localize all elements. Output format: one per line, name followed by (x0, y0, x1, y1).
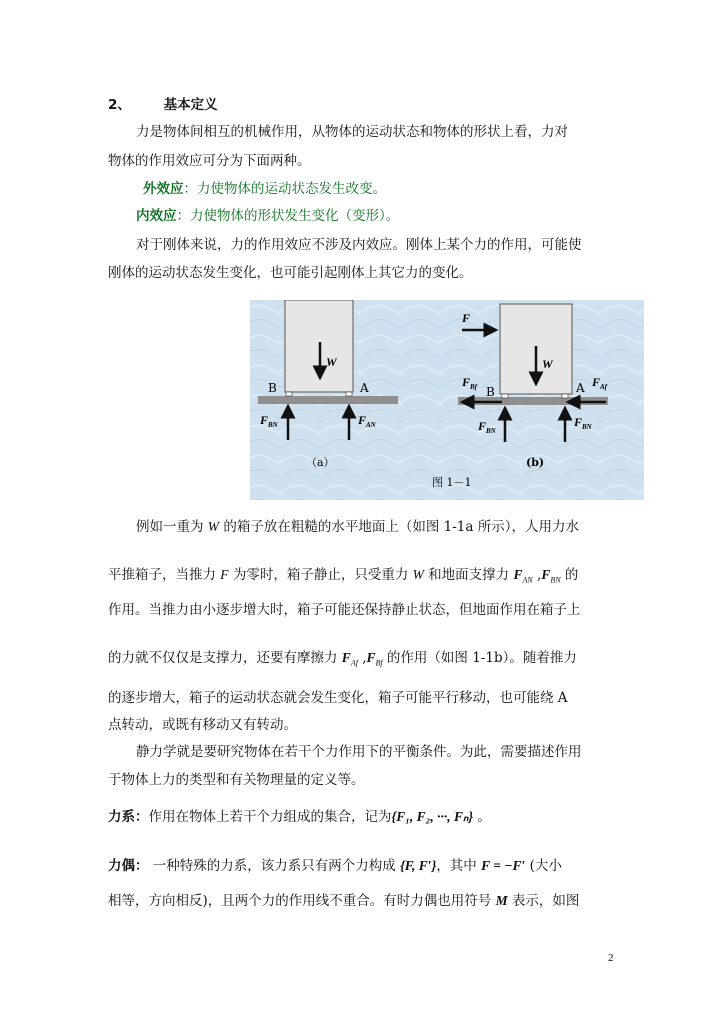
faf-label: $F_{Af}$ (592, 375, 608, 391)
point-a-label-b: A (576, 381, 585, 395)
couple-term: 力偶： (108, 858, 149, 874)
para1-line1: 力是物体间相互的机械作用，从物体的运动状态和物体的形状上看，力对 (136, 124, 568, 140)
para3-line6: 点转动，或既有移动又有转动。 (108, 717, 297, 733)
fan-label-b: $F_{BN}$ (574, 415, 592, 431)
fbf-label: $F_{Bf}$ (462, 375, 478, 391)
para2-line1: 对于刚体来说，力的作用效应不涉及内效应。刚体上某个力的作用，可能使 (136, 237, 582, 253)
external-effect-term: 外效应 (143, 181, 184, 197)
para4-line2: 于物体上力的类型和有关物理量的定义等。 (108, 772, 365, 788)
ground-a (258, 396, 398, 404)
figure-caption: 图 1－1 (432, 476, 472, 489)
internal-effect-term: 内效应 (136, 208, 177, 224)
fbn-label-a: $F_{BN}$ (260, 413, 278, 429)
couple-def-line1: 力偶： 一种特殊的力系，该力系只有两个力构成 {F, F′}，其中 F = −F′ (大小 (108, 858, 562, 874)
force-system-term: 力系： (108, 809, 149, 825)
fan-label-a: $F_{AN}$ (358, 413, 376, 429)
para2-line2: 刚体的运动状态发生变化，也可能引起刚体上其它力的变化。 (108, 265, 473, 281)
weight-label-b: W (542, 357, 553, 371)
figure-1-1 (250, 300, 644, 500)
section-heading (108, 96, 218, 114)
page-number: 2 (608, 952, 614, 964)
force-system-def: 力系：作用在物体上若干个力组成的集合，记为{F₁, F₂, ···, Fₙ} 。 (108, 809, 491, 825)
weight-label-a: W (326, 355, 337, 369)
section-title: 基本定义 (163, 97, 218, 113)
panel-a-label: （a） (306, 456, 335, 469)
para3-line2: 平推箱子，当推力 F 为零时，箱子静止，只受重力 W 和地面支撑力 $F_{AN}$ $,F_{BN}$ 的 (108, 567, 579, 585)
internal-effect (136, 207, 399, 225)
point-b-label-a: B (268, 381, 277, 395)
para1-line2: 物体的作用效应可分为下面两种。 (108, 153, 311, 169)
panel-b-label: (b) (526, 456, 545, 469)
para3-line5: 的逐步增大，箱子的运动状态就会发生变化，箱子可能平行移动，也可能绕 A (108, 690, 568, 706)
fbn-label-b: $F_{BN}$ (478, 419, 496, 435)
para3-line1: 例如一重为 W 的箱子放在粗糙的水平地面上（如图 1-1a 所示），人用力水 (136, 519, 579, 535)
internal-effect-text: ：力使物体的形状发生变化（变形）。 (176, 208, 400, 224)
para3-line3: 作用。当推力由小逐步增大时，箱子可能还保持静止状态，但地面作用在箱子上 (108, 602, 581, 618)
force-system-formula: {F₁, F₂, ···, Fₙ} (391, 809, 474, 824)
external-effect-text: ：力使物体的运动状态发生改变。 (183, 181, 386, 197)
push-force-label: F (462, 311, 471, 325)
couple-def-line2: 相等，方向相反)，且两个力的作用线不重合。有时力偶也用符号 M 表示，如图 (108, 893, 580, 909)
para4-line1: 静力学就是要研究物体在若干个力作用下的平衡条件。为此，需要描述作用 (136, 744, 582, 760)
section-number: 2、 (108, 97, 131, 113)
para3-line4: 的力就不仅仅是支撑力，还要有摩擦力 $F_{Af}$ $,F_{Bf}$ 的作用（如图 1-1b）。随着推力 (108, 650, 577, 668)
external-effect (143, 180, 386, 198)
point-a-label-a: A (360, 381, 369, 395)
point-b-label-b: B (486, 385, 495, 399)
